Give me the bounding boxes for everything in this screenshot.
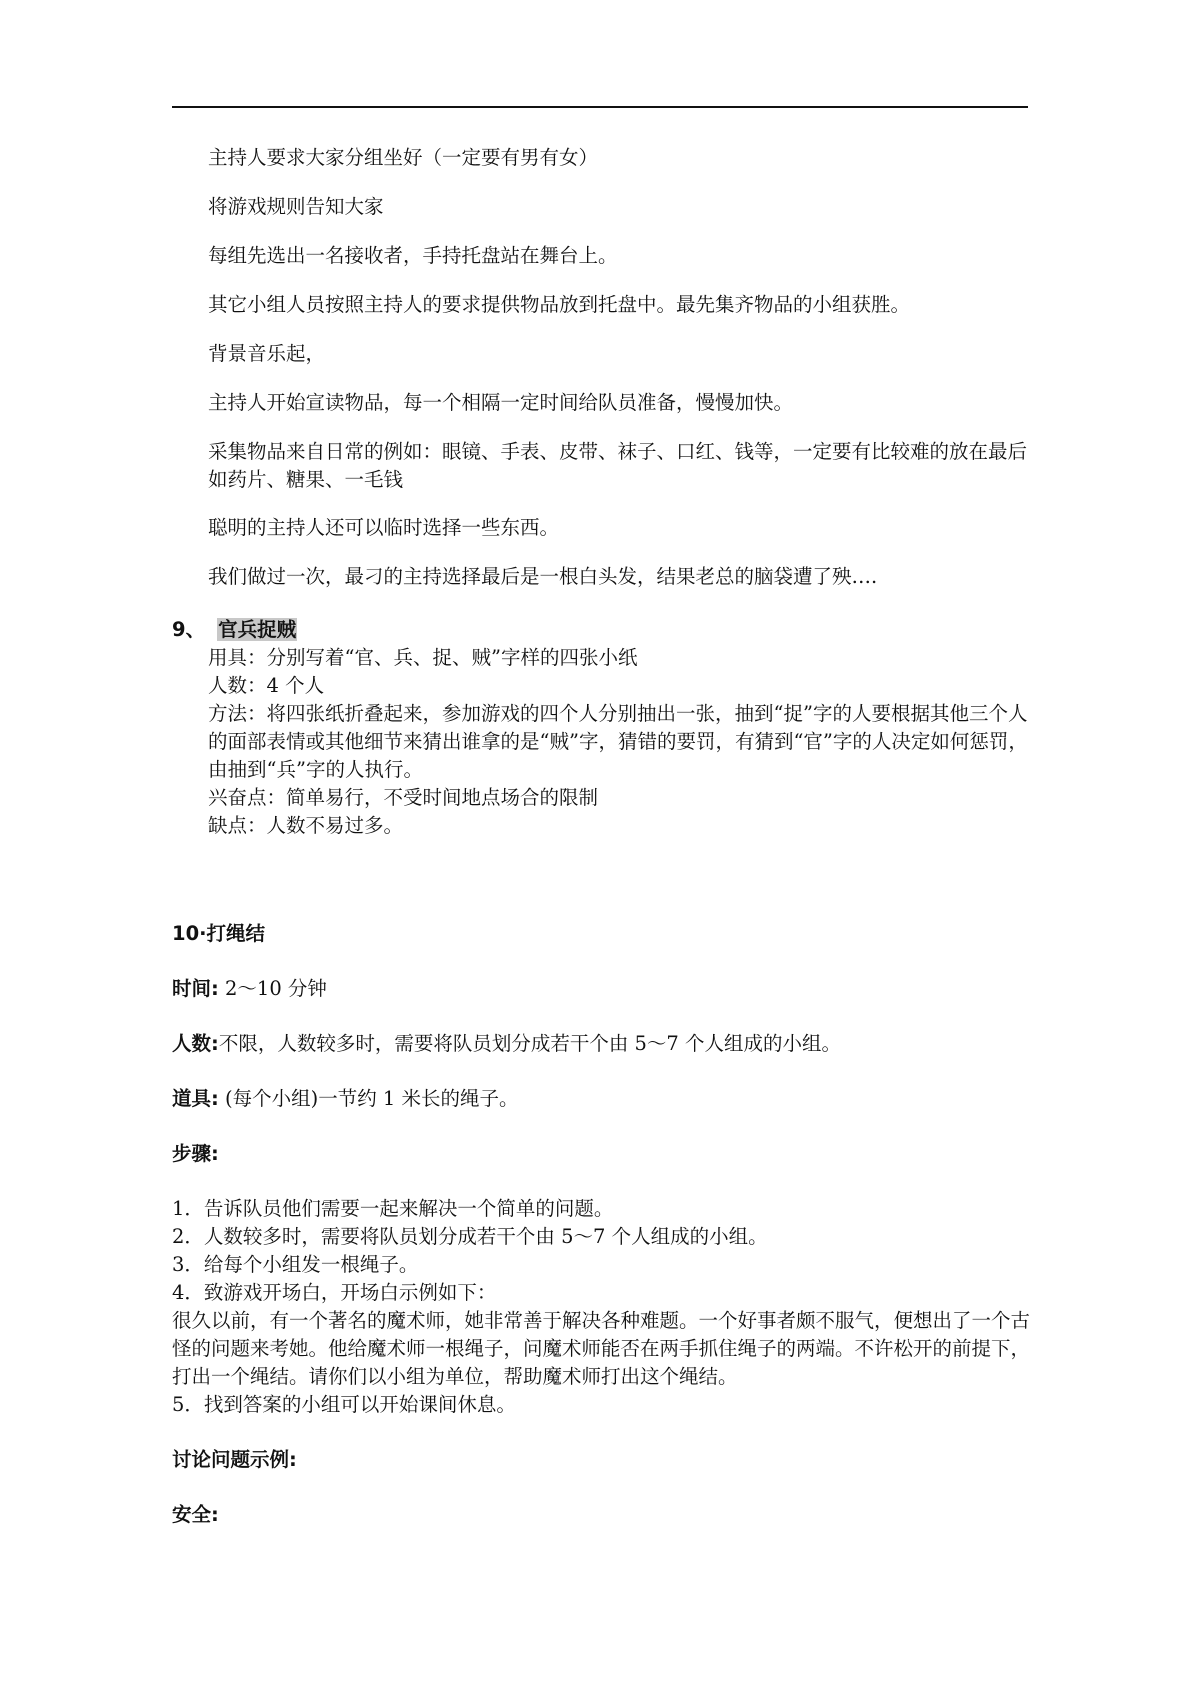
instruction-line: 聪明的主持人还可以临时选择一些东西。 [208, 516, 560, 539]
people-line: 人数：4 个人 [208, 674, 325, 697]
method-paragraph: 方法：将四张纸折叠起来，参加游戏的四个人分别抽出一张，抽到“捉”字的人要根据其他三个人的面部表情或其他细节来猜出谁拿的是“贼”字，猜错的要罚，有猜到“官”字的人决定如何惩罚，由抽到“兵”字的人执行。 [208, 702, 1028, 781]
props-row [172, 1085, 519, 1113]
drawback-line: 缺点：人数不易过多。 [208, 814, 404, 837]
tools-line: 用具：分别写着“官、兵、捉、贼”字样的四张小纸 [208, 646, 638, 669]
instruction-line: 背景音乐起， [208, 342, 326, 365]
step-item: 4．致游戏开场白，开场白示例如下： [172, 1281, 497, 1304]
header-rule [172, 106, 1028, 108]
instruction-paragraph: 采集物品来自日常的例如：眼镜、手表、皮带、袜子、口红、钱等，一定要有比较难的放在最后如药片、糖果、一毛钱 [208, 440, 1028, 491]
instruction-line: 主持人开始宣读物品，每一个相隔一定时间给队员准备，慢慢加快。 [208, 391, 794, 414]
step-item: 5．找到答案的小组可以开始课间休息。 [172, 1393, 516, 1416]
section-9-heading [172, 616, 297, 644]
instruction-line: 将游戏规则告知大家 [208, 195, 384, 218]
people-value: 不限，人数较多时，需要将队员划分成若干个由 5～7 个人组成的小组。 [218, 1032, 842, 1055]
people-row [172, 1030, 841, 1058]
people-label: 人数: [172, 1032, 219, 1055]
discussion-label: 讨论问题示例: [172, 1448, 297, 1471]
instruction-line: 其它小组人员按照主持人的要求提供物品放到托盘中。最先集齐物品的小组获胜。 [208, 293, 911, 316]
time-row [172, 975, 327, 1003]
step-item: 2．人数较多时，需要将队员划分成若干个由 5～7 个人组成的小组。 [172, 1225, 768, 1248]
instruction-line: 每组先选出一名接收者，手持托盘站在舞台上。 [208, 244, 618, 267]
time-value: 2～10 分钟 [218, 977, 327, 1000]
story-paragraph: 很久以前，有一个著名的魔术师，她非常善于解决各种难题。一个好事者颇不服气，便想出了一个古怪的问题来考她。他给魔术师一根绳子，问魔术师能否在两手抓住绳子的两端。不许松开的前提下，打出一个绳结。请你们以小组为单位，帮助魔术师打出这个绳结。 [172, 1309, 1031, 1388]
section-title: 官兵捉贼 [218, 618, 297, 641]
section-number: 9、 [172, 618, 206, 641]
safety-label: 安全: [172, 1503, 219, 1526]
instruction-line: 我们做过一次，最刁的主持选择最后是一根白头发，结果老总的脑袋遭了殃…. [208, 565, 878, 588]
excite-line: 兴奋点：简单易行，不受时间地点场合的限制 [208, 786, 599, 809]
time-label: 时间: [172, 977, 219, 1000]
instruction-line: 主持人要求大家分组坐好（一定要有男有女） [208, 146, 599, 169]
section-10-heading: 10·打绳结 [172, 922, 266, 945]
step-item: 3．给每个小组发一根绳子。 [172, 1253, 419, 1276]
step-item: 1．告诉队员他们需要一起来解决一个简单的问题。 [172, 1197, 614, 1220]
props-label: 道具: [172, 1087, 219, 1110]
steps-label: 步骤: [172, 1142, 219, 1165]
props-value: (每个小组)一节约 1 米长的绳子。 [218, 1087, 519, 1110]
